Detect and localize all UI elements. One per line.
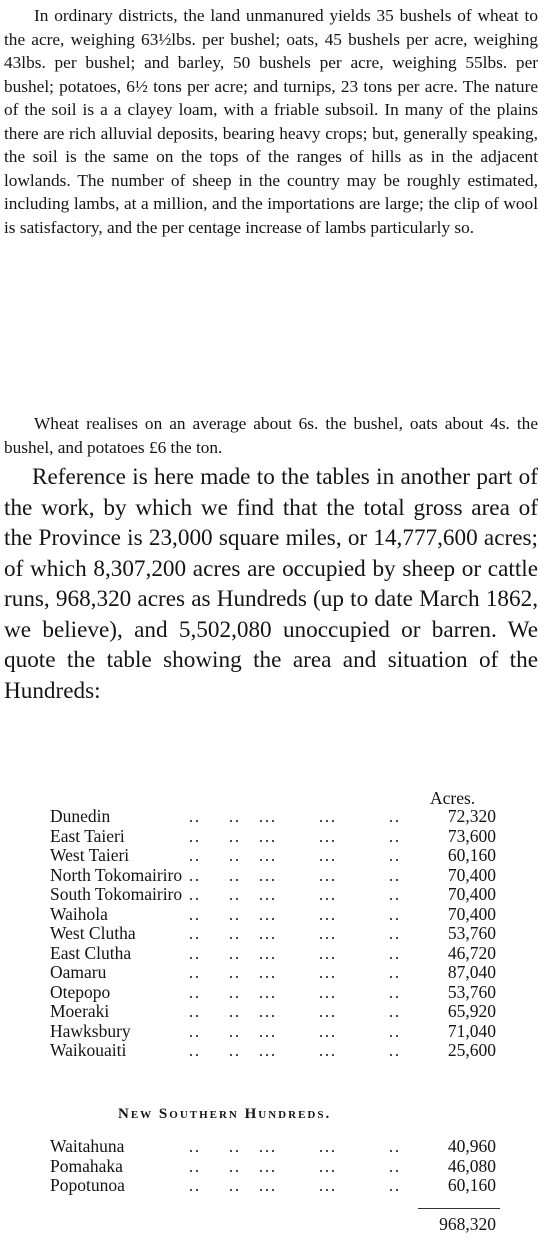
hundred-name: Popotunoa	[50, 1175, 125, 1195]
hundred-name: Waihola	[50, 903, 108, 924]
hundred-name: North Tokomairiro	[50, 864, 183, 885]
acres-value: 53,760	[447, 923, 496, 943]
table-row	[0, 1175, 544, 1197]
hundred-name: Hawksbury	[50, 1020, 131, 1041]
acres-value: 70,400	[447, 884, 496, 904]
paragraph-produce: In ordinary districts, the land unmanured yields 35 bushels of wheat to the acre, weighing 63½lbs. per bushel; oats, 45 bushels per acre, weighing 43lbs. per bushel; and barley, 50 bushels per acre, weighing 55lbs. per bushel; potatoes, 6½ tons per acre; and turnips, 23 tons per acre. The nature of the soil is a a clayey loam, with a friable subsoil. In many of the plains there are rich alluvial deposits, bearing heavy crops; but, generally speaking, the soil is the same on the tops of the ranges of hills as in the adjacent lowlands. The number of sheep in the country may be roughly estimated, including lambs, at a million, and the importations are large; the clip of wool is satisfactory, and the per centage increase of lambs particularly so.	[4, 6, 538, 237]
hundred-name: South Tokomairiro	[50, 884, 183, 904]
acres-column-header: Acres.	[430, 788, 476, 808]
hundred-name: Waikouaiti	[50, 1040, 127, 1060]
hundred-name: Pomahaka	[50, 1155, 123, 1176]
acres-value: 70,400	[447, 903, 496, 924]
hundred-name: East Clutha	[50, 942, 132, 963]
acres-value: 60,160	[447, 845, 496, 865]
paragraph-area-reference: Reference is here made to the tables in another part of the work, by which we find that the total gross area of the Province is 23,000 square miles, or 14,777,600 acres; of which 8,307,200 acres are occupied by sheep or cattle runs, 968,320 acres as Hundreds (up to date March 1862, we believe), and 5,502,080 unoccupied or barren. We quote the table showing the area and situation of the Hundreds:	[4, 464, 538, 704]
acres-value: 46,080	[447, 1155, 496, 1176]
hundred-name: Oamaru	[50, 962, 107, 982]
hundred-name: Dunedin	[50, 806, 111, 826]
acres-value: 25,600	[447, 1040, 496, 1060]
acres-value: 46,720	[447, 942, 496, 963]
acres-value: 53,760	[447, 981, 496, 1002]
section-heading: New Southern Hundreds.	[118, 1106, 332, 1122]
hundred-name: East Taieri	[50, 825, 125, 846]
acres-value: 40,960	[447, 1136, 496, 1156]
acres-value: 60,160	[447, 1175, 496, 1195]
paragraph-prices: Wheat realises on an average about 6s. the bushel, oats about 4s. the bushel, and potatoes £6 the ton.	[4, 414, 538, 457]
acres-value: 71,040	[447, 1020, 496, 1041]
acres-value: 87,040	[447, 962, 496, 982]
acres-value: 72,320	[447, 806, 496, 826]
total-rule	[418, 1208, 500, 1209]
hundred-name: Otepopo	[50, 981, 111, 1002]
hundred-name: Moeraki	[50, 1001, 110, 1021]
hundred-name: West Clutha	[50, 923, 136, 943]
hundred-name: West Taieri	[50, 845, 130, 865]
acres-value: 65,920	[447, 1001, 496, 1021]
table-row	[0, 1040, 544, 1062]
acres-value: 73,600	[447, 825, 496, 846]
hundred-name: Waitahuna	[50, 1136, 125, 1156]
acres-value: 70,400	[447, 864, 496, 885]
total-acres: 968,320	[439, 1214, 496, 1234]
